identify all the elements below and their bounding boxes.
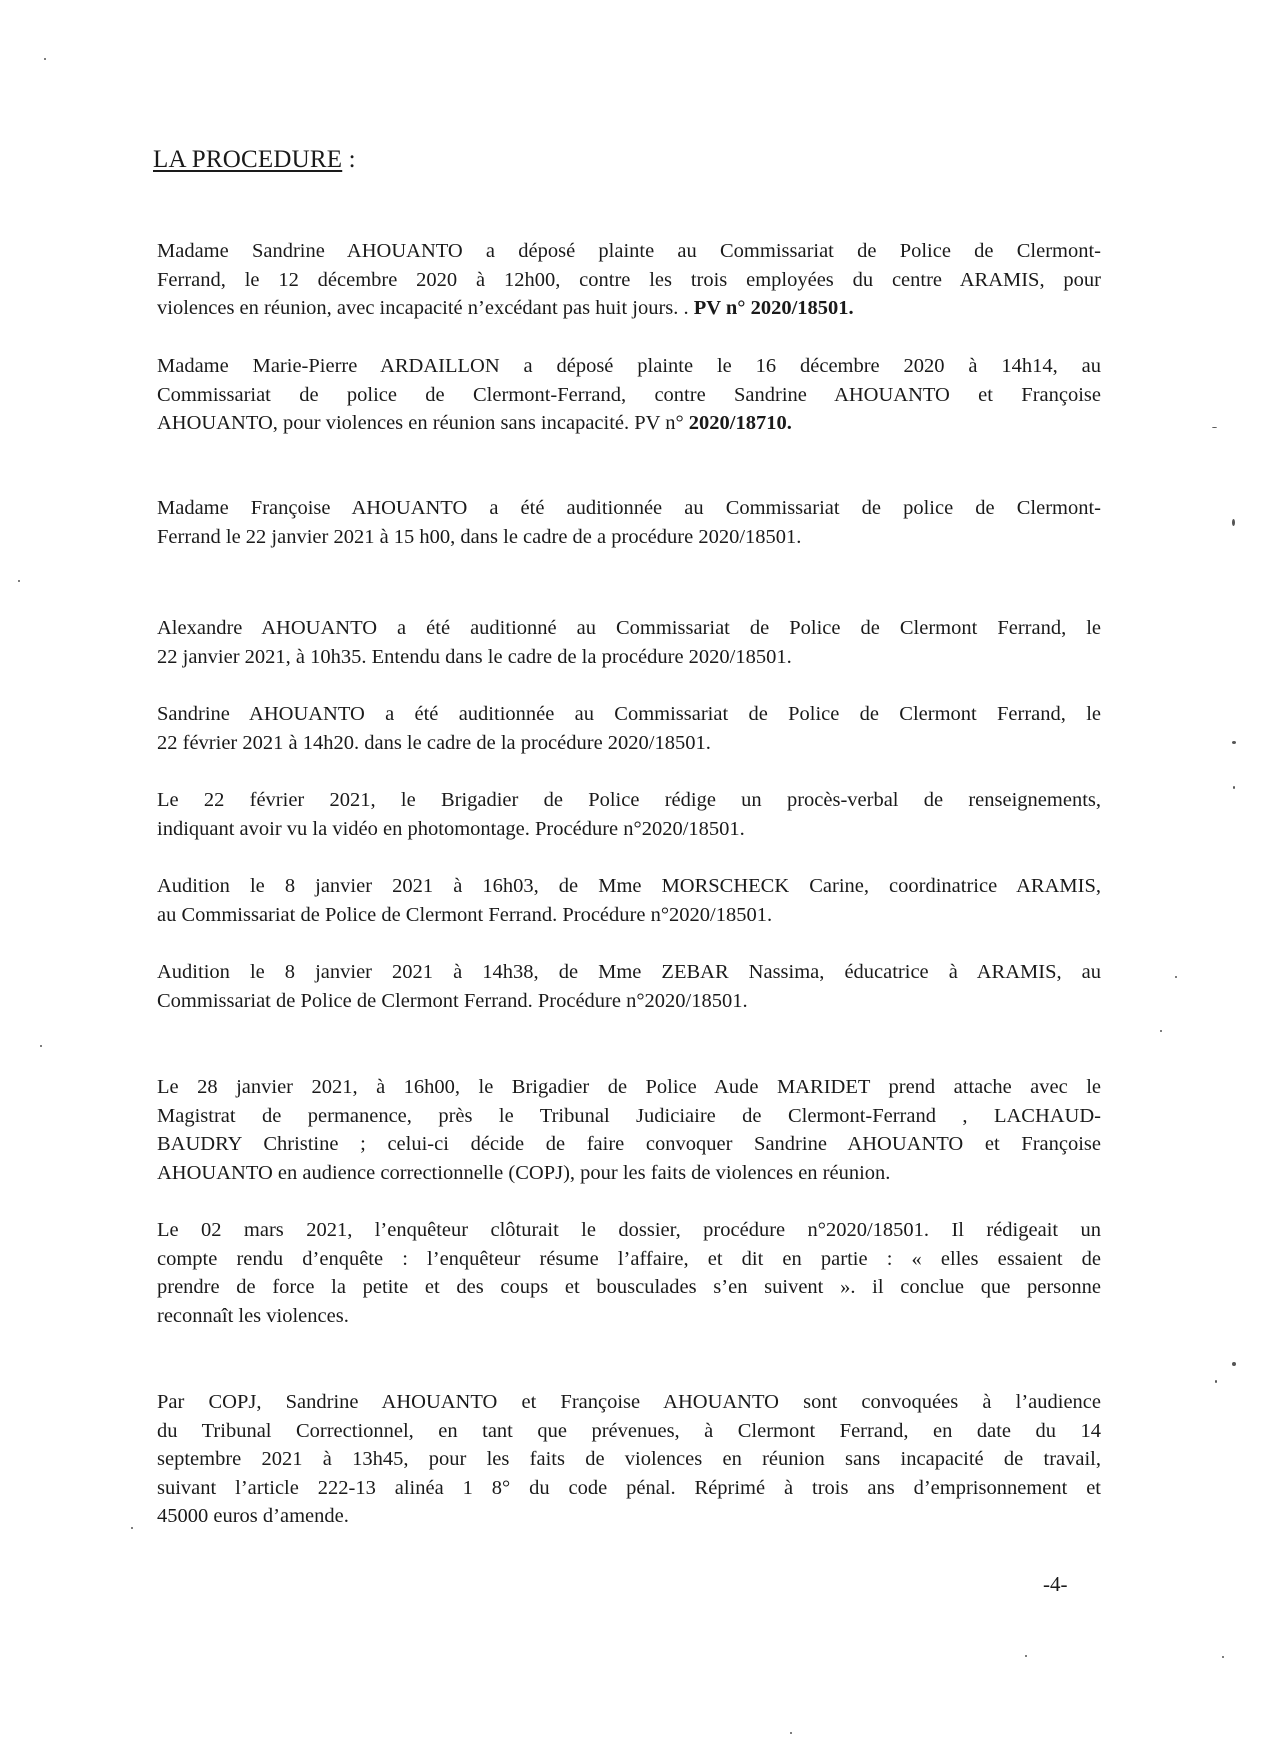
- paragraph-line: 22 janvier 2021, à 10h35. Entendu dans le cadre de la procédure 2020/18501.: [157, 645, 792, 668]
- paragraph-line: Le 28 janvier 2021, à 16h00, le Brigadier de Police Aude MARIDET prend attache avec le: [157, 1076, 1101, 1098]
- paragraph-line: Le 02 mars 2021, l’enquêteur clôturait le dossier, procédure n°2020/18501. Il rédigeait un: [157, 1219, 1101, 1241]
- paragraph-line: Audition le 8 janvier 2021 à 16h03, de Mme MORSCHECK Carine, coordinatrice ARAMIS,: [157, 875, 1101, 897]
- paragraph-line: Ferrand, le 12 décembre 2020 à 12h00, contre les trois employées du centre ARAMIS, pour: [157, 268, 1101, 291]
- paragraph-line: BAUDRY Christine ; celui-ci décide de faire convoquer Sandrine AHOUANTO et Françoise: [157, 1133, 1101, 1156]
- paragraph-line: Le 22 février 2021, le Brigadier de Police rédige un procès-verbal de renseignements,: [157, 789, 1101, 811]
- scan-speck: [1232, 519, 1235, 526]
- scan-speck: [1233, 786, 1235, 789]
- scan-speck: [40, 1045, 42, 1047]
- paragraph-line: Audition le 8 janvier 2021 à 14h38, de Mme ZEBAR Nassima, éducatrice à ARAMIS, au: [157, 961, 1101, 983]
- paragraph-line: septembre 2021 à 13h45, pour les faits de violences en réunion sans incapacité de travail,: [157, 1448, 1101, 1471]
- paragraph-line: Commissariat de police de Clermont-Ferrand, contre Sandrine AHOUANTO et Françoise: [157, 383, 1101, 406]
- paragraph-line: au Commissariat de Police de Clermont Ferrand. Procédure n°2020/18501.: [157, 903, 773, 926]
- scan-speck: [790, 1732, 792, 1734]
- paragraph-line: 22 février 2021 à 14h20. dans le cadre de la procédure 2020/18501.: [157, 731, 711, 754]
- paragraph: [157, 494, 1101, 551]
- section-title-suffix: :: [342, 146, 356, 173]
- paragraph-line: du Tribunal Correctionnel, en tant que prévenues, à Clermont Ferrand, en date du 14: [157, 1419, 1101, 1442]
- paragraph-line: Sandrine AHOUANTO a été auditionnée au Commissariat de Police de Clermont Ferrand, le: [157, 703, 1101, 725]
- pv-reference: PV n° 2020/18501.: [693, 297, 854, 320]
- paragraph-line: [157, 409, 1101, 438]
- paragraph-line: reconnaît les violences.: [157, 1304, 349, 1327]
- paragraph-line: Magistrat de permanence, près le Tribunal Judiciaire de Clermont-Ferrand , LACHAUD-: [157, 1104, 1101, 1127]
- page-number: -4-: [1043, 1572, 1068, 1596]
- paragraph: [157, 872, 1101, 929]
- paragraph-line: Madame Sandrine AHOUANTO a déposé plainte au Commissariat de Police de Clermont-: [157, 240, 1101, 262]
- scan-speck: [1025, 1655, 1027, 1657]
- scan-speck: [1222, 1656, 1224, 1658]
- paragraph: [157, 1073, 1101, 1187]
- scan-speck: [1232, 1362, 1236, 1366]
- paragraph: [157, 1388, 1101, 1531]
- paragraph-line: compte rendu d’enquête : l’enquêteur résume l’affaire, et dit en partie : « elles essaient de: [157, 1247, 1101, 1270]
- paragraph-line: Par COPJ, Sandrine AHOUANTO et Françoise AHOUANTO sont convoquées à l’audience: [157, 1391, 1101, 1413]
- pv-reference: 2020/18710.: [688, 412, 792, 435]
- scan-speck: [1232, 741, 1236, 744]
- paragraph-line-text: violences en réunion, avec incapacité n’excédant pas huit jours. .: [157, 297, 694, 320]
- paragraph-line: Madame Françoise AHOUANTO a été auditionnée au Commissariat de police de Clermont-: [157, 497, 1101, 519]
- paragraph: [157, 786, 1101, 843]
- paragraph-line: indiquant avoir vu la vidéo en photomontage. Procédure n°2020/18501.: [157, 817, 745, 840]
- section-title-text: LA PROCEDURE: [153, 146, 343, 173]
- paragraph-line: [157, 294, 1101, 323]
- paragraph-line: Alexandre AHOUANTO a été auditionné au Commissariat de Police de Clermont Ferrand, le: [157, 617, 1101, 639]
- scan-speck: [1212, 427, 1217, 428]
- paragraph-line: Madame Marie-Pierre ARDAILLON a déposé plainte le 16 décembre 2020 à 14h14, au: [157, 355, 1101, 377]
- paragraph: [157, 700, 1101, 757]
- paragraph-line: AHOUANTO en audience correctionnelle (COPJ), pour les faits de violences en réunion.: [157, 1161, 891, 1184]
- paragraph-line: suivant l’article 222-13 alinéa 1 8° du code pénal. Réprimé à trois ans d’emprisonnement et: [157, 1476, 1101, 1499]
- paragraph: [157, 352, 1101, 438]
- paragraph-line: Commissariat de Police de Clermont Ferrand. Procédure n°2020/18501.: [157, 989, 748, 1012]
- paragraph-line: Ferrand le 22 janvier 2021 à 15 h00, dans le cadre de a procédure 2020/18501.: [157, 525, 802, 548]
- paragraph: [157, 237, 1101, 323]
- scan-speck: [1175, 976, 1177, 978]
- paragraph: [157, 958, 1101, 1015]
- paragraph-line: prendre de force la petite et des coups et bousculades s’en suivent ». il conclue que personne: [157, 1276, 1101, 1299]
- paragraph: [157, 614, 1101, 671]
- scan-speck: [44, 58, 46, 60]
- scan-speck: [1215, 1380, 1217, 1383]
- scan-speck: [1160, 1030, 1162, 1032]
- section-title: [153, 146, 356, 174]
- paragraph-line: 45000 euros d’amende.: [157, 1505, 349, 1528]
- paragraph-line-text: AHOUANTO, pour violences en réunion sans incapacité. PV n°: [157, 412, 689, 435]
- scan-speck: [18, 580, 20, 582]
- scan-speck: [131, 1527, 133, 1529]
- paragraph: [157, 1216, 1101, 1330]
